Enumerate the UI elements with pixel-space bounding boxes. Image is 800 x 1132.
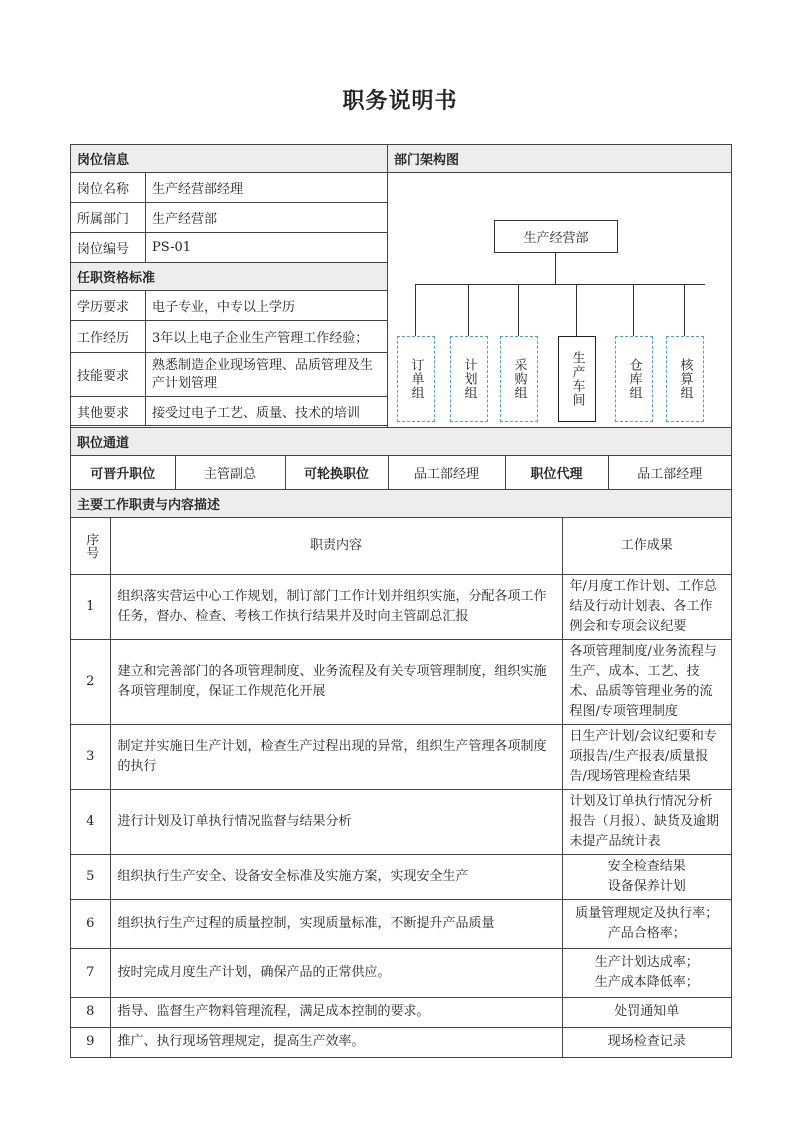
org-connector bbox=[684, 284, 685, 336]
department-label: 所属部门 bbox=[71, 203, 146, 233]
org-node-purchasing: 采购组 bbox=[500, 336, 538, 422]
org-node-workshop: 生产车间 bbox=[558, 336, 596, 422]
other-requirements-label: 其他要求 bbox=[71, 397, 146, 426]
duty-content: 组织执行生产过程的质量控制，实现质量标准，不断提升产品质量 bbox=[110, 899, 562, 948]
duty-no: 3 bbox=[71, 724, 110, 789]
org-node-warehouse: 仓库组 bbox=[615, 336, 653, 422]
org-node-accounting: 核算组 bbox=[666, 336, 704, 422]
duties-table-wrap bbox=[71, 518, 732, 1058]
duty-no: 9 bbox=[71, 1027, 110, 1057]
department-value: 生产经营部 bbox=[146, 203, 388, 233]
rotate-label: 可轮换职位 bbox=[285, 456, 388, 489]
duty-result: 年/月度工作计划、工作总结及行动计划表、各工作例会和专项会议纪要 bbox=[562, 574, 731, 639]
promote-label: 可晋升职位 bbox=[71, 456, 175, 489]
position-code-value: PS-01 bbox=[146, 233, 388, 263]
org-connector bbox=[555, 252, 556, 284]
duty-result: 现场检查记录 bbox=[562, 1027, 731, 1057]
duty-no: 4 bbox=[71, 789, 110, 854]
section-qualifications: 任职资格标准 bbox=[71, 263, 388, 291]
org-top-node: 生产经营部 bbox=[494, 220, 618, 253]
other-requirements-value: 接受过电子工艺、质量、技术的培训 bbox=[146, 397, 388, 426]
duty-no: 6 bbox=[71, 899, 110, 948]
duty-content-header: 职责内容 bbox=[110, 518, 562, 574]
education-value: 电子专业，中专以上学历 bbox=[146, 291, 388, 321]
education-label: 学历要求 bbox=[71, 291, 146, 321]
duty-result: 日生产计划/会议纪要和专项报告/生产报表/质量报告/现场管理检查结果 bbox=[562, 724, 731, 789]
org-connector bbox=[633, 284, 634, 336]
duty-result: 各项管理制度/业务流程与生产、成本、工艺、技术、品质等管理业务的流程图/专项管理制度 bbox=[562, 639, 731, 724]
experience-label: 工作经历 bbox=[71, 321, 146, 353]
duty-result: 生产计划达成率； 生产成本降低率； bbox=[562, 948, 731, 997]
duty-content: 制定并实施日生产计划，检查生产过程出现的异常，组织生产管理各项制度的执行 bbox=[110, 724, 562, 789]
deputy-value: 品工部经理 bbox=[637, 467, 703, 482]
org-connector bbox=[468, 284, 469, 336]
duties-table bbox=[71, 518, 731, 1057]
section-career-path: 职位通道 bbox=[71, 428, 732, 456]
document-title: 职务说明书 bbox=[342, 88, 458, 114]
duty-result: 处罚通知单 bbox=[562, 997, 731, 1027]
duty-no: 8 bbox=[71, 997, 110, 1027]
duty-content: 建立和完善部门的各项管理制度、业务流程及有关专项管理制度，组织实施各项管理制度，保证工作规范化开展 bbox=[110, 639, 562, 724]
position-value: 生产经营部经理 bbox=[146, 173, 388, 203]
org-connector bbox=[576, 284, 577, 336]
duty-no-header: 序号 bbox=[71, 518, 110, 574]
duty-content: 指导、监督生产物料管理流程，满足成本控制的要求。 bbox=[110, 997, 562, 1027]
org-node-planning: 计划组 bbox=[450, 336, 488, 422]
org-chart bbox=[388, 173, 732, 428]
duty-no: 2 bbox=[71, 639, 110, 724]
position-label: 岗位名称 bbox=[71, 173, 146, 203]
org-connector bbox=[415, 284, 416, 336]
section-org-chart: 部门架构图 bbox=[388, 145, 732, 173]
promote-value: 主管副总 bbox=[175, 456, 285, 489]
duty-content: 组织执行生产安全、设备安全标准及实施方案，实现安全生产 bbox=[110, 854, 562, 899]
skills-label: 技能要求 bbox=[71, 353, 146, 397]
rotate-value: 品工部经理 bbox=[388, 456, 505, 489]
duty-content: 组织落实营运中心工作规划，制订部门工作计划并组织实施，分配各项工作任务，督办、检查、考核工作执行结果并及时向主管副总汇报 bbox=[110, 574, 562, 639]
org-connector bbox=[415, 284, 705, 285]
experience-value: 3年以上电子企业生产管理工作经验； bbox=[146, 321, 388, 353]
job-description-table bbox=[70, 144, 732, 1058]
duty-content: 推广、执行现场管理规定，提高生产效率。 bbox=[110, 1027, 562, 1057]
org-connector bbox=[518, 284, 519, 336]
section-duties: 主要工作职责与内容描述 bbox=[71, 490, 732, 518]
duty-result: 质量管理规定及执行率； 产品合格率； bbox=[562, 899, 731, 948]
duty-content: 进行计划及订单执行情况监督与结果分析 bbox=[110, 789, 562, 854]
duty-result: 安全检查结果 设备保养计划 bbox=[562, 854, 731, 899]
duty-result-header: 工作成果 bbox=[562, 518, 731, 574]
deputy-label: 职位代理 bbox=[505, 456, 608, 489]
position-code-label: 岗位编号 bbox=[71, 233, 146, 263]
org-node-order: 订单组 bbox=[397, 336, 435, 422]
duty-result: 计划及订单执行情况分析报告（月报）、缺货及逾期未提产品统计表 bbox=[562, 789, 731, 854]
skills-value: 熟悉制造企业现场管理、品质管理及生产计划管理 bbox=[146, 353, 388, 397]
duty-no: 5 bbox=[71, 854, 110, 899]
section-position-info: 岗位信息 bbox=[71, 145, 388, 173]
duty-content: 按时完成月度生产计划，确保产品的正常供应。 bbox=[110, 948, 562, 997]
duty-no: 1 bbox=[71, 574, 110, 639]
duty-no: 7 bbox=[71, 948, 110, 997]
